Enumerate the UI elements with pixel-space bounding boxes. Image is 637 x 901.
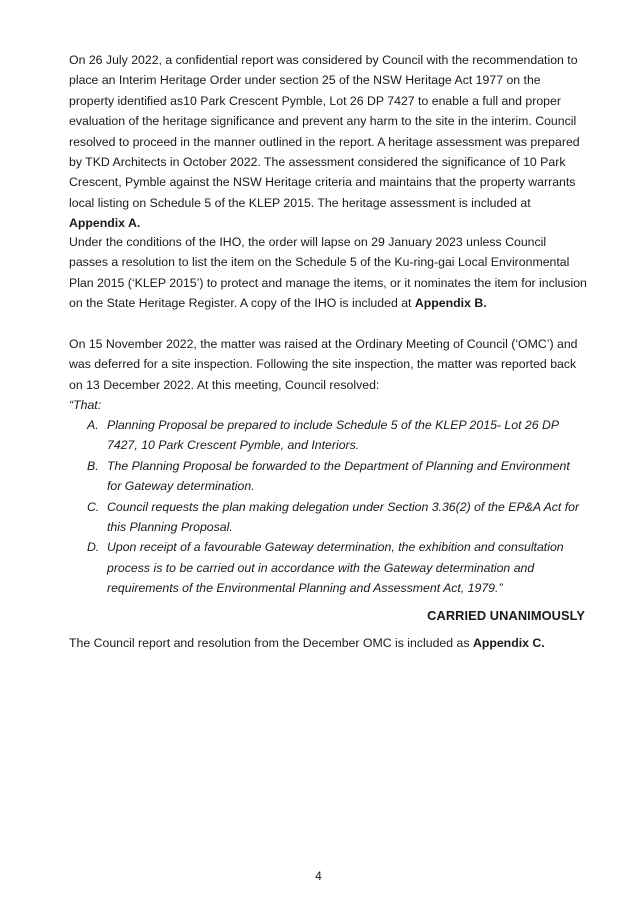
resolution-item-letter: B. — [87, 458, 99, 473]
page-number: 4 — [315, 869, 322, 883]
paragraph-text: On 26 July 2022, a confidential report was considered by Council with the recommendation to place an Interim Heritage Order under section 25 of the NSW Heritage Act 1977 on the property identified as10 Park Crescent Pymble, Lot 26 DP 7427 to enable a full and proper evaluation of the heritage significance and prevent any harm to the site in the interim. Council resolved to proceed in the manner outlined in the report. A heritage assessment was prepared by TKD Architects in October 2022. The assessment considered the significance of 10 Park Crescent, Pymble against the NSW Heritage criteria and maintains that the property warrants local listing on Schedule 5 of the KLEP 2015. The heritage assessment is included at — [69, 53, 580, 210]
appendix-a-reference: Appendix A. — [69, 216, 141, 231]
resolution-item-text: The Planning Proposal be forwarded to the Department of Planning and Environment for Gateway determination. — [107, 458, 570, 494]
appendix-b-reference: Appendix B. — [414, 296, 487, 311]
resolution-item-letter: A. — [87, 418, 99, 432]
resolution-item-letter: C. — [87, 499, 100, 514]
paragraph-text: The Council report and resolution from the December OMC is included as — [69, 636, 473, 650]
resolution-item-text: Upon receipt of a favourable Gateway determination, the exhibition and consultation process is to be carried out in accordance with the Gateway determination and requirements of the Environmental Planning and Assessment Act, 1979.” — [107, 540, 564, 596]
resolution-list — [69, 415, 587, 599]
carried-unanimously-label: CARRIED UNANIMOUSLY — [427, 608, 585, 623]
resolution-item-text: Council requests the plan making delegation under Section 3.36(2) of the EP&A Act for this Planning Proposal. — [107, 499, 580, 535]
appendix-c-reference: Appendix C. — [472, 636, 545, 650]
resolution-item-text: Planning Proposal be prepared to include Schedule 5 of the KLEP 2015- Lot 26 DP 7427, 10 Park Crescent Pymble, and Interiors. — [107, 418, 559, 453]
resolution-item — [69, 415, 587, 456]
resolution-item — [69, 456, 587, 497]
resolution-item — [69, 537, 587, 598]
paragraph-omc-meeting — [69, 334, 587, 395]
resolution-quote-open: “That: — [69, 398, 102, 412]
paragraph-text: On 15 November 2022, the matter was raised at the Ordinary Meeting of Council (‘OMC’) and was deferred for a site inspection. Following the site inspection, the matter was reported back on 13 December 2022. At this meeting, Council resolved: — [69, 337, 578, 392]
resolution-item — [69, 497, 587, 538]
paragraph-text: Under the conditions of the IHO, the order will lapse on 29 January 2023 unless Council passes a resolution to list the item on the Schedule 5 of the Ku-ring-gai Local Environmental Plan 2015 (‘KLEP 2015’) to protect and manage the items, or it nominates the item for inclusion on the State Heritage Register. A copy of the IHO is included at — [69, 235, 587, 311]
paragraph-council-report — [69, 633, 587, 653]
paragraph-iho-conditions — [69, 232, 587, 314]
resolution-item-letter: D. — [87, 540, 100, 555]
paragraph-interim-heritage-order — [69, 50, 587, 234]
